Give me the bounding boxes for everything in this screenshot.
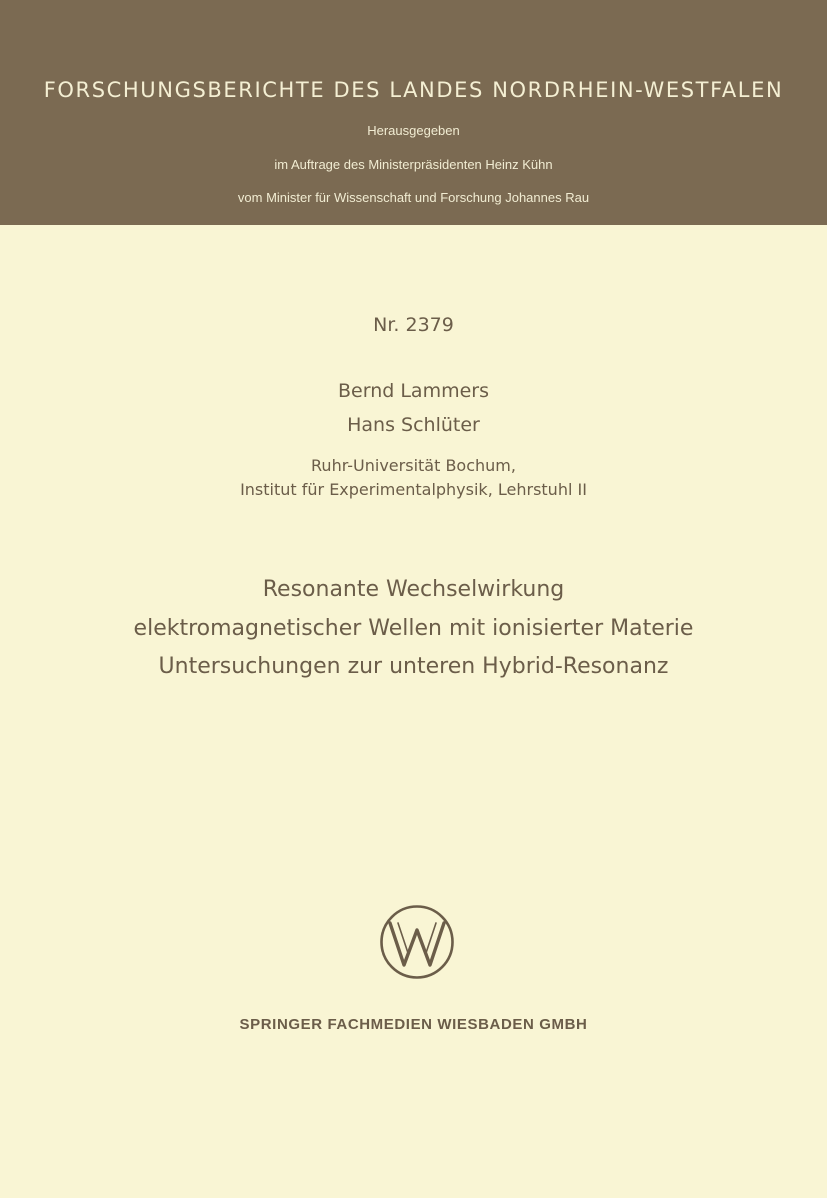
header-band: [0, 0, 827, 225]
author-name: Bernd Lammers: [338, 380, 489, 402]
book-title-line: elektromagnetischer Wellen mit ionisierter Materie: [133, 616, 694, 641]
author-name: Hans Schlüter: [347, 414, 480, 436]
book-title-line: Resonante Wechselwirkung: [262, 577, 565, 602]
affiliation-university: Ruhr-Universität Bochum,: [311, 456, 516, 475]
publisher-name: SPRINGER FACHMEDIEN WIESBADEN GMBH: [239, 1016, 588, 1033]
publisher-w-logo-icon: [378, 903, 456, 981]
affiliation-institute: Institut für Experimentalphysik, Lehrstuhl II: [240, 480, 587, 499]
editor-line-herausgegeben: Herausgegeben: [367, 123, 460, 138]
book-title-line: Untersuchungen zur unteren Hybrid-Resonanz: [158, 654, 669, 679]
series-title: FORSCHUNGSBERICHTE DES LANDES NORDRHEIN-WESTFALEN: [43, 78, 784, 102]
volume-number: Nr. 2379: [373, 314, 454, 336]
editor-line-ministerpraesident: im Auftrage des Ministerpräsidenten Heinz Kühn: [274, 157, 553, 172]
editor-line-minister: vom Minister für Wissenschaft und Forschung Johannes Rau: [237, 190, 590, 205]
